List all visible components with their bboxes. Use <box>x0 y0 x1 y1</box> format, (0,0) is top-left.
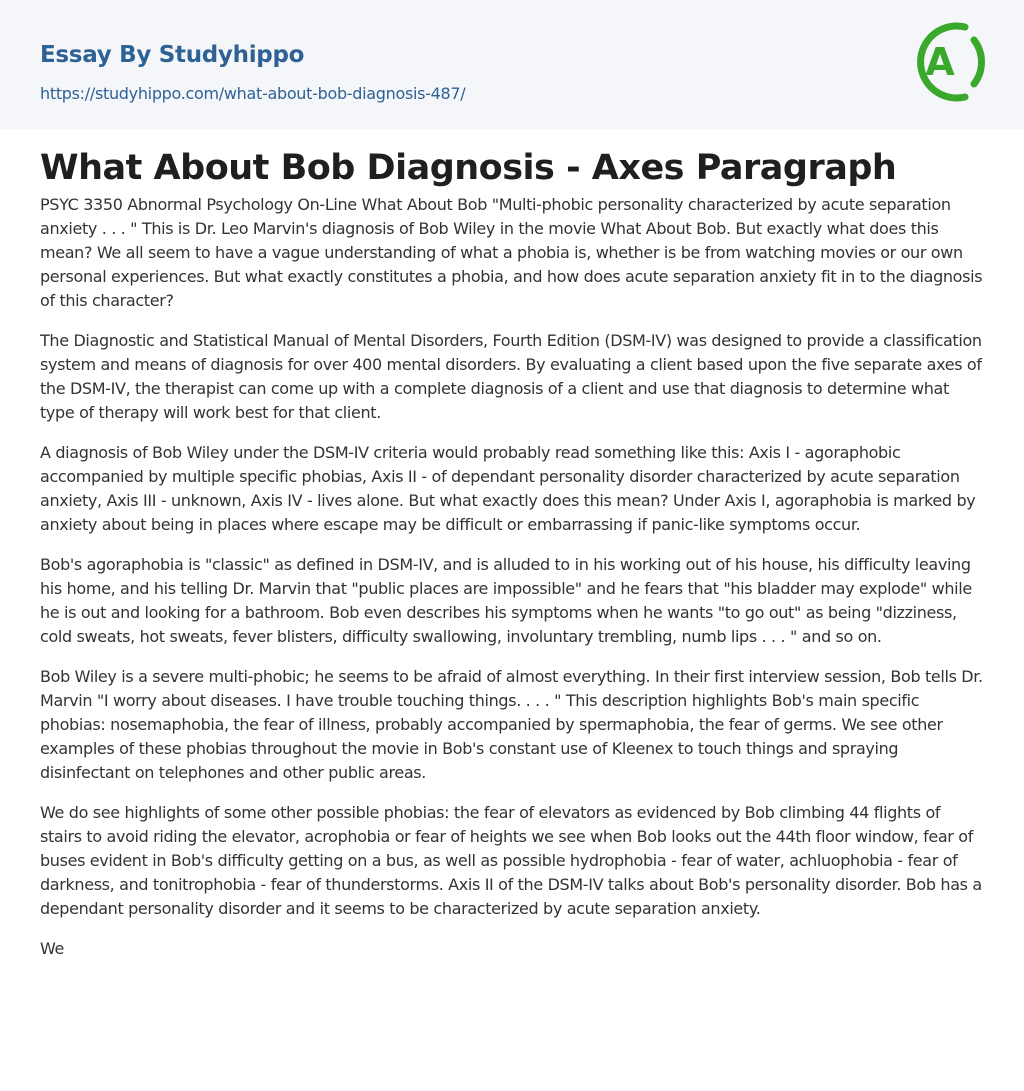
essay-paragraph: We do see highlights of some other possible phobias: the fear of elevators as evidenced by Bob climbing 44 flights of stairs to avoid riding the elevator, acrophobia or fear of heights we see when Bob looks out the 44th floor window, fear of buses evident in Bob's difficulty getting on a bus, as well as possible hydrophobia - fear of water, achluophobia - fear of darkness, and tonitrophobia - fear of thunderstorms. Axis II of the DSM-IV talks about Bob's personality disorder. Bob has a dependant personality disorder and it seems to be characterized by acute separation anxiety. <box>40 803 982 918</box>
essay-paragraph: Bob Wiley is a severe multi-phobic; he seems to be afraid of almost everything. In their first interview session, Bob tells Dr. Marvin "I worry about diseases. I have trouble touching things. . . . " This description highlights Bob's main specific phobias: nosemaphobia, the fear of illness, probably accompanied by spermaphobia, the fear of germs. We see other examples of these phobias throughout the movie in Bob's constant use of Kleenex to touch things and spraying disinfectant on telephones and other public areas. <box>40 667 983 782</box>
essay-title: What About Bob Diagnosis - Axes Paragraph <box>40 148 897 188</box>
essay-paragraph: We <box>40 939 65 958</box>
studyhippo-logo-icon[interactable] <box>912 18 986 106</box>
essay-content <box>0 147 1024 961</box>
logo-letter: A <box>925 40 955 84</box>
essay-paragraph: The Diagnostic and Statistical Manual of Mental Disorders, Fourth Edition (DSM-IV) was designed to provide a classification system and means of diagnosis for over 400 mental disorders. By evaluating a client based upon the five separate axes of the DSM-IV, the therapist can come up with a complete diagnosis of a client and use that diagnosis to determine what type of therapy will work best for that client. <box>40 331 982 422</box>
essay-paragraph: PSYC 3350 Abnormal Psychology On-Line What About Bob "Multi-phobic personality characterized by acute separation anxiety . . . " This is Dr. Leo Marvin's diagnosis of Bob Wiley in the movie What About Bob. But exactly what does this mean? We all seem to have a vague understanding of what a phobia is, whether is be from watching movies or our own personal experiences. But what exactly constitutes a phobia, and how does acute separation anxiety fit in to the diagnosis of this character? <box>40 195 983 310</box>
brand-title[interactable]: Essay By Studyhippo <box>40 42 305 68</box>
essay-url-link[interactable]: https://studyhippo.com/what-about-bob-diagnosis-487/ <box>40 84 466 103</box>
essay-paragraph: Bob's agoraphobia is "classic" as defined in DSM-IV, and is alluded to in his working out of his house, his difficulty leaving his home, and his telling Dr. Marvin that "public places are impossible" and he fears that "his bladder may explode" while he is out and looking for a bathroom. Bob even describes his symptoms when he wants "to go out" as being "dizziness, cold sweats, hot sweats, fever blisters, difficulty swallowing, involuntary trembling, numb lips . . . " and so on. <box>40 555 972 646</box>
essay-paragraph: A diagnosis of Bob Wiley under the DSM-IV criteria would probably read something like this: Axis I - agoraphobic accompanied by multiple specific phobias, Axis II - of dependant personality disorder characterized by acute separation anxiety, Axis III - unknown, Axis IV - lives alone. But what exactly does this mean? Under Axis I, agoraphobia is marked by anxiety about being in places where escape may be difficult or embarrassing if panic-like symptoms occur. <box>40 443 976 534</box>
site-header <box>0 0 1024 129</box>
